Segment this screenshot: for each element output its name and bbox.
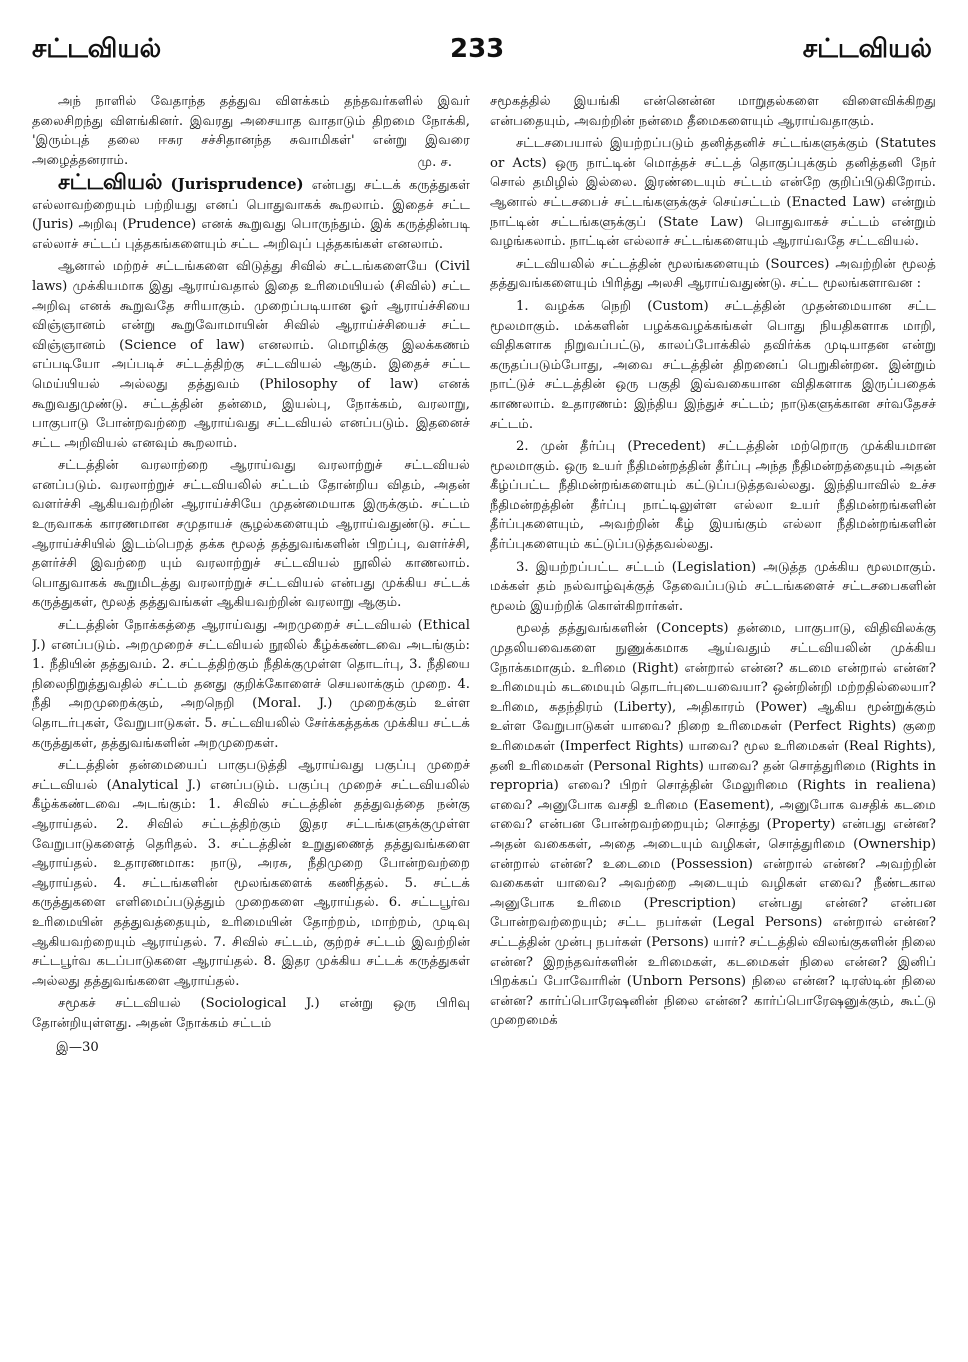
right-column (490, 92, 936, 1354)
paragraph: ஆனால் மற்றச் சட்டங்களை விடுத்து சிவில் சட்டங்களையே (Civil laws) முக்கியமாக இது ஆராய்வதால் இதை உரிமையியல் (சிவில்) சட்ட அறிவு எனக் கூறுவதே சரியாகும். முறைப்படியான ஓர் ஆராய்ச்சியை விஞ்ஞானம் என்று கூறுவோமாயின் சிவில் ஆராய்ச்சியைச் சட்ட விஞ்ஞானம் (Science of law) எனலாம். மொழிக்கு இலக்கணம் எப்படியோ அப்படிச் சட்டத்திற்கு சட்டவியல் ஆகும். இதைச் சட்ட மெய்யியல் அல்லது தத்துவம் (Philosophy of law) எனக் கூறுவதுமுண்டு. சட்டத்தின் தன்மை, இயல்பு, நோக்கம், வரலாறு, பாகுபாடு போன்றவற்றை ஆராய்வது சட்டவியல் எனப்படும். இதனைச் சட்ட அறிவியல் எனவும் கூறலாம். (32, 259, 470, 451)
continued-paragraph: சமூகத்தில் இயங்கி என்னென்ன மாறுதல்களை விளைவிக்கிறது என்பதையும், அவற்றின் நன்மை தீமைகளையும் ஆராய்வதாகும். (490, 94, 936, 129)
entry-subtitle: (Jurisprudence) (170, 174, 304, 193)
author-initials: மு. ச. (417, 155, 452, 171)
paragraph: சமூகச் சட்டவியல் (Sociological J.) என்று ஒரு பிரிவு தோன்றியுள்ளது. அதன் நோக்கம் சட்டம் (32, 996, 470, 1031)
list-item: 2. முன் தீர்ப்பு (Precedent) சட்டத்தின் மற்றொரு முக்கியமான மூலமாகும். ஒரு உயர் நீதிமன்றத்தின் தீர்ப்பு அந்த நீதிமன்றத்தையும் அதன் கீழ்ப்பட்ட நீதிமன்றங்களையும் கட்டுப்படுத்தவல்லது. இந்தியாவில் உச்ச நீதிமன்றத்தின் தீர்ப்பு நாட்டிலுள்ள எல்லா உயர் நீதிமன்றங்களின் தீர்ப்புகளையும், அவற்றின் கீழ் இயங்கும் எல்லா நீதிமன்றங்களின் தீர்ப்புகளையும் கட்டுப்படுத்தவல்லது. (490, 439, 936, 553)
entry-opening-paragraph (32, 169, 470, 254)
paragraph: சட்டசபையால் இயற்றப்படும் தனித்தனிச் சட்டங்களுக்கும் (Statutes or Acts) ஒரு நாட்டின் மொத்தச் சட்டத் தொகுப்புக்கும் தனித்தனி நேர் சொல் தமிழில் இல்லை. இரண்டையும் சட்டம் என்றே குறிப்பிடுகிறோம். ஆனால் சட்டசபைச் சட்டங்களுக்குச் செய்சட்டம் (Enacted Law) என்றும் நாட்டின் சட்டங்களுக்குப் (State Law) பொதுவாகச் சட்டம் என்றும் வழங்கலாம். நாட்டின் எல்லாச் சட்டங்களையும் ஆராய்வதே சட்டவியல். (490, 136, 936, 250)
paragraph: சட்டவியலில் சட்டத்தின் மூலங்களையும் (Sources) அவற்றின் மூலத் தத்துவங்களையும் பிரித்து அலசி ஆராய்வதுண்டு. சட்ட மூலங்களாவன : (490, 256, 936, 292)
sources-list (490, 297, 936, 617)
paragraph: சட்டத்தின் தன்மையைப் பாகுபடுத்தி ஆராய்வது பகுப்பு முறைச் சட்டவியல் (Analytical J.) எனப்படும். பகுப்பு முறைச் சட்டவியலில் கீழ்க்கண்டவை அடங்கும்: 1. சிவில் சட்டத்தின் தத்துவத்தை நன்கு ஆராய்தல். 2. சிவில் சட்டத்திற்கும் இதர சட்டங்களுக்குமுள்ள வேறுபாடுகளைத் தெரிதல். 3. சட்டத்தின் உறுதுணைத் தத்துவங்களை ஆராய்தல். உதாரணமாக: நாடு, அரசு, நீதிமுறை போன்றவற்றை ஆராய்தல். 4. சட்டங்களின் மூலங்களைக் கணித்தல். 5. சட்டக் கருத்துகளை எளிமைப்படுத்தும் முறைகளை ஆராய்தல். 6. சட்டபூர்வ உரிமையின் தத்துவத்தையும், உரிமையின் தோற்றம், மாற்றம், முடிவு ஆகியவற்றையும் ஆராய்தல். 7. சிவில் சட்டம், குற்றச் சட்டம் இவற்றின் சட்டபூர்வ கடப்பாடுகளை ஆராய்தல். 8. இதர முக்கிய சட்டக் கருத்துகள் அல்லது தத்துவங்களை ஆராய்தல். (32, 758, 470, 989)
running-head-right: சட்டவியல் (802, 34, 932, 64)
list-item: 1. வழக்க நெறி (Custom) சட்டத்தின் முதன்மையான சட்ட மூலமாகும். மக்களின் பழக்கவழக்கங்கள் பொது நியதிகளாக மாறி, விதிகளாக நிறுவப்பட்டு, காலப்போக்கில் தவிர்க்க முடியாதன என்று கருதப்படும்போது, அவை சட்டத்தின் திறனைப் பெறுகின்றன. இன்றும் நாட்டுச் சட்டத்தின் ஒரு பகுதி இவ்வகையான விதிகளாக இருப்பதைக் காணலாம். உதாரணம்: இந்திய இந்துச் சட்டம்; நாடுகளுக்கான சர்வதேசச் சட்டம். (490, 298, 936, 432)
paragraph: சட்டத்தின் வரலாற்றை ஆராய்வது வரலாற்றுச் சட்டவியல் எனப்படும். வரலாற்றுச் சட்டவியலில் சட்டம் தோன்றிய விதம், அதன் வளர்ச்சி ஆகியவற்றின் ஆராய்ச்சியே முதன்மையாக இருக்கும். சட்டம் உருவாகக் காரணமான சமுதாயச் சூழல்களையும் ஆராய்வதுண்டு. சட்ட ஆராய்ச்சியில் இடம்பெறத் தக்க மூலத் தத்துவங்களின் பிறப்பு, வளர்ச்சி, தளர்ச்சி இவற்றை யும் வரலாற்றுச் சட்டவியல் நூலில் காணலாம். பொதுவாகக் கூறுமிடத்து வரலாற்றுச் சட்டவியல் என்பது முக்கிய சட்டக் கருத்துகள், மூலத் தத்துவங்கள் ஆகியவற்றின் வரலாறு ஆகும். (32, 458, 470, 611)
list-item: 3. இயற்றப்பட்ட சட்டம் (Legislation) அடுத்த முக்கிய மூலமாகும். மக்கள் தம் நல்வாழ்வுக்குத் தேவைப்படும் சட்டங்களைச் சட்டசபைகளின் மூலம் இயற்றிக் கொள்கிறார்கள். (490, 559, 936, 614)
paragraph-text: என்பது சட்டக் கருத்துகள் எல்லாவற்றையும் பற்றியது எனப் பொதுவாகக் கூறலாம். இதைச் சட்ட (Juris) அறிவு (Prudence) எனக் கூறுவது பொருந்தும். இக் கருத்தின்படி எல்லாச் சட்டப் புத்தகங்களையும் சட்ட அறிவுப் புத்தகங்கள் எனலாம். (32, 177, 470, 252)
previous-entry-ending: அந் நாளில் வேதாந்த தத்துவ விளக்கம் தந்தவர்களில் இவர் தலைசிறந்து விளங்கினர். இவரது அசையாத வாதாடும் திறமை நோக்கி, 'இரும்புத் தலை ஈசுர சச்சிதானந்த சுவாமிகள்' என்று இவரை அழைத்தனராம். (32, 94, 470, 168)
left-column (32, 92, 470, 1347)
folio-signature: இ—30 (56, 1039, 99, 1055)
page-number: 233 (450, 34, 505, 64)
running-head-left: சட்டவியல் (32, 34, 162, 64)
running-header (0, 34, 968, 84)
paragraph: மூலத் தத்துவங்களின் (Concepts) தன்மை, பாகுபாடு, விதிவிலக்கு முதலியவைகளை நுணுக்கமாக ஆய்வதும் சட்டவியலின் முக்கிய நோக்கமாகும். உரிமை (Right) என்றால் என்ன? கடமை என்றால் என்ன? உரிமையும் கடமையும் தொடர்புடையவையா? ஒன்றின்றி மற்றதில்லையா? உரிமை, சுதந்திரம் (Liberty), அதிகாரம் (Power) ஆகிய மூன்றுக்கும் உள்ள வேறுபாடுகள் யாவை? நிறை உரிமைகள் (Perfect Rights) குறை உரிமைகள் (Imperfect Rights) யாவை? மூல உரிமைகள் (Real Rights), தனி உரிமைகள் (Personal Rights) யாவை? தன் சொத்துரிமை (Rights in repropria) எவை? பிறர் சொத்தின் மேலுரிமை (Rights in realiena) எவை? அனுபோக வசதி உரிமை (Easement), அனுபோக வசதிக் கடமை எவை? என்பன போன்றவற்றையும்; சொத்து (Property) என்பது என்ன? அதன் வகைகள், அதை அடையும் வழிகள், சொத்துரிமை (Ownership) என்றால் என்ன? உடைமை (Possession) என்றால் என்ன? அவற்றின் வகைகள் யாவை? அவற்றை அடையும் வழிகள் எவை? நீண்டகால அனுபோக உரிமை (Prescription) என்பது என்ன? என்பன போன்றவற்றையும்; சட்ட நபர்கள் (Legal Persons) என்றால் என்ன? சட்டத்தின் முன்பு நபர்கள் (Persons) யார்? சட்டத்தில் விலங்குகளின் நிலை என்ன? இறந்தவர்களின் உரிமைகள், கடமைகள் நிலை என்ன? இனிப் பிறக்கப் போவோரின் (Unborn Persons) நிலை என்ன? டிரஸ்டின் நிலை என்ன? கார்ப்பொரேஷனின் நிலை என்ன? கார்ப்பொரேஷனுக்கும், கூட்டு முறைமைக் (490, 621, 936, 1029)
entry-title: சட்டவியல் (58, 169, 163, 194)
paragraph: சட்டத்தின் நோக்கத்தை ஆராய்வது அறமுறைச் சட்டவியல் (Ethical J.) எனப்படும். அறமுறைச் சட்டவியல் நூலில் கீழ்க்கண்டவை அடங்கும்: 1. நீதியின் தத்துவம். 2. சட்டத்திற்கும் நீதிக்குமுள்ள தொடர்பு, 3. நீதியை நிலைநிறுத்துவதில் சட்டம் தனது குறிக்கோளைச் செயலாக்கும் முறை. 4. நீதி அறமுறைக்கும், அறநெறி (Moral. J.) முறைக்கும் உள்ள தொடர்புகள், வேறுபாடுகள். 5. சட்டவியலில் சேர்க்கத்தக்க முக்கிய சட்டக் கருத்துகள், தத்துவங்களின் அறமுறைகள். (32, 618, 470, 751)
